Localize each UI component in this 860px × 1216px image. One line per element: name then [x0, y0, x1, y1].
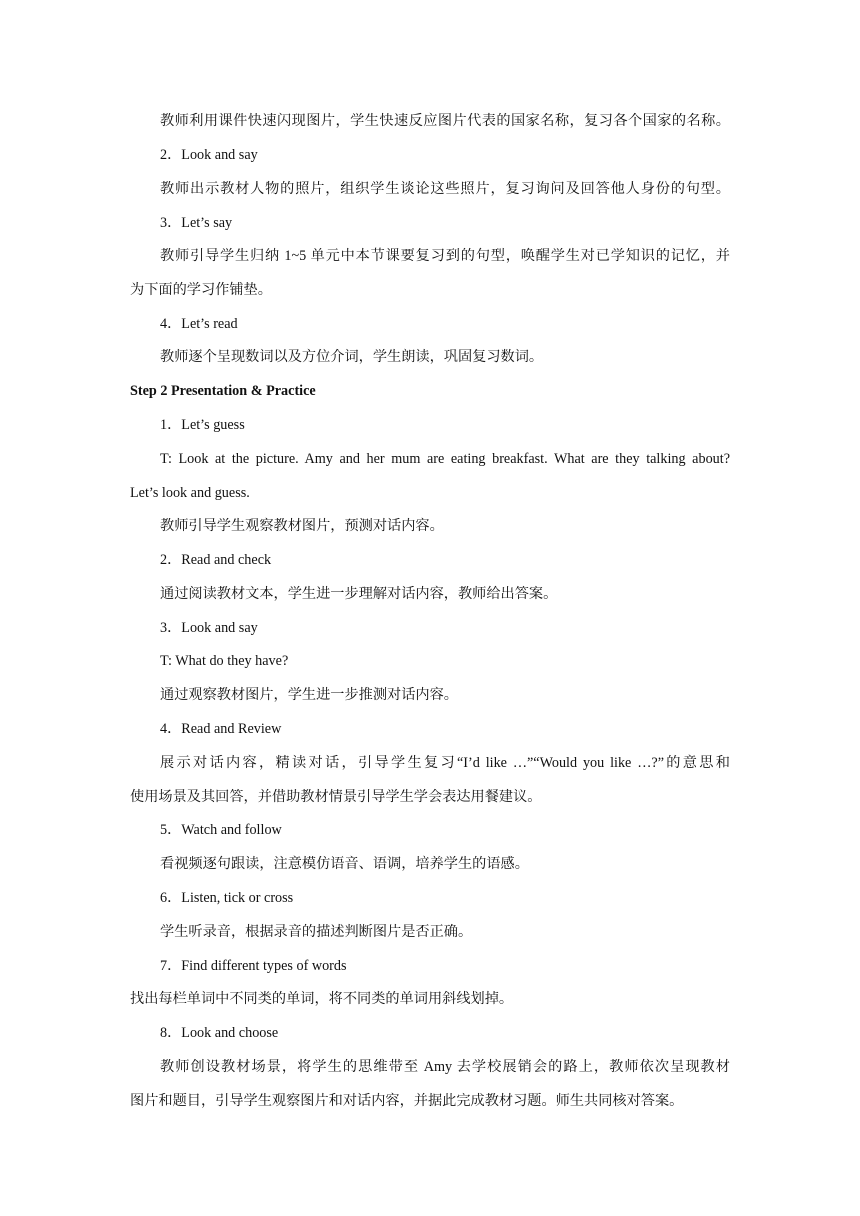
paragraph-summarize-line2: 为下面的学习作铺垫。 — [130, 282, 272, 298]
paragraph-review-countries: 教师利用课件快速闪现图片，学生快速反应图片代表的国家名称，复习各个国家的名称。 — [160, 113, 730, 129]
item-heading-look-and-say: 2．Look and say — [160, 147, 258, 163]
paragraph-predict-dialogue: 教师引导学生观察教材图片，预测对话内容。 — [160, 518, 444, 534]
paragraph-observe-pictures: 通过观察教材图片，学生进一步推测对话内容。 — [160, 687, 458, 703]
paragraph-numbers-prepositions: 教师逐个呈现数词以及方位介词，学生朗读，巩固复习数词。 — [160, 349, 544, 365]
paragraph-scene-line2: 图片和题目，引导学生观察图片和对话内容，并据此完成教材习题。师生共同核对答案。 — [130, 1093, 684, 1109]
paragraph-listen-judge: 学生听录音，根据录音的描述判断图片是否正确。 — [160, 924, 473, 940]
paragraph-identity-patterns: 教师出示教材人物的照片，组织学生谈论这些照片，复习询问及回答他人身份的句型。 — [160, 181, 730, 197]
item-heading-look-and-say-2: 3．Look and say — [160, 620, 258, 636]
paragraph-scene-line1: 教师创设教材场景，将学生的思维带至 Amy 去学校展销会的路上，教师依次呈现教材 — [160, 1059, 730, 1075]
item-heading-read-and-check: 2．Read and check — [160, 552, 272, 568]
paragraph-video-follow: 看视频逐句跟读，注意模仿语音、语调，培养学生的语感。 — [160, 856, 529, 872]
section-heading-step-2: Step 2 Presentation & Practice — [130, 383, 316, 399]
item-heading-lets-read: 4．Let’s read — [160, 316, 238, 332]
paragraph-read-text: 通过阅读教材文本，学生进一步理解对话内容，教师给出答案。 — [160, 586, 558, 602]
item-heading-read-and-review: 4．Read and Review — [160, 721, 282, 737]
item-heading-listen-tick-cross: 6．Listen, tick or cross — [160, 890, 294, 906]
item-heading-look-and-choose: 8．Look and choose — [160, 1025, 279, 1041]
paragraph-summarize-line1: 教师引导学生归纳 1~5 单元中本节课要复习到的句型，唤醒学生对已学知识的记忆，并 — [160, 248, 730, 264]
dialogue-what-do-they-have: T: What do they have? — [160, 653, 289, 669]
item-heading-watch-and-follow: 5．Watch and follow — [160, 822, 282, 838]
item-heading-lets-say: 3．Let’s say — [160, 215, 233, 231]
item-heading-find-different-words: 7．Find different types of words — [160, 958, 347, 974]
dialogue-look-at-picture: T: Look at the picture. Amy and her mum are eating breakfast. What are they talking about? — [160, 451, 730, 467]
paragraph-review-line1: 展示对话内容，精读对话，引导学生复习“I’d like …”“Would you like …?”的意思和 — [160, 755, 730, 771]
item-heading-lets-guess: 1．Let’s guess — [160, 417, 245, 433]
dialogue-look-and-guess: Let’s look and guess. — [130, 485, 250, 501]
paragraph-cross-out-words: 找出每栏单词中不同类的单词，将不同类的单词用斜线划掉。 — [130, 991, 514, 1007]
paragraph-review-line2: 使用场景及其回答，并借助教材情景引导学生学会表达用餐建议。 — [130, 789, 542, 805]
